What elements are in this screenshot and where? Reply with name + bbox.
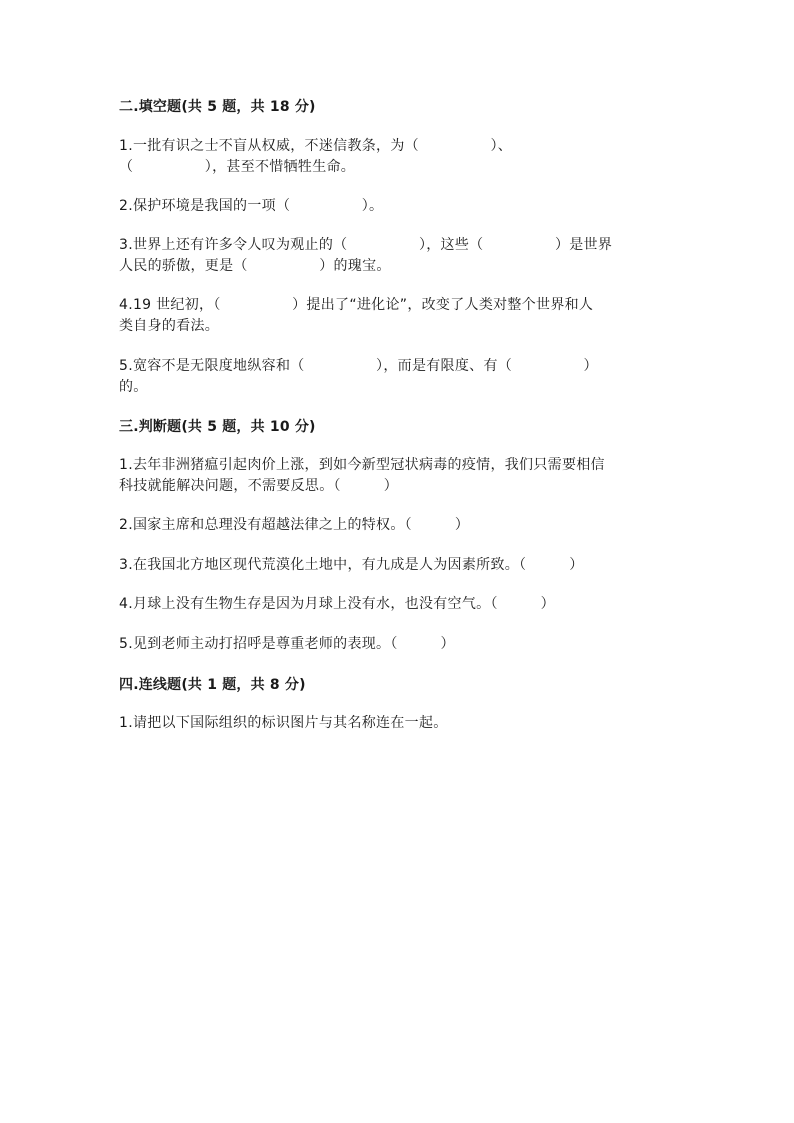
true-false-question-3 xyxy=(119,555,667,576)
fill-blank-question-2 xyxy=(119,196,667,217)
question-line: 5.宽容不是无限度地纵容和（ ），而是有限度、有（ ） xyxy=(119,358,598,374)
question-line: 4.月球上没有生物生存是因为月球上没有水，也没有空气。（ ） xyxy=(119,596,555,612)
question-line: 2.保护环境是我国的一项（ ）。 xyxy=(119,198,384,214)
question-line: 的。 xyxy=(119,379,148,395)
section-heading-true-false: 三.判断题(共 5 题，共 10 分) xyxy=(119,419,316,435)
question-line: 3.世界上还有许多令人叹为观止的（ ），这些（ ）是世界 xyxy=(119,237,613,253)
section-heading-fill-blank: 二.填空题(共 5 题，共 18 分) xyxy=(119,99,316,115)
question-line: 3.在我国北方地区现代荒漠化土地中，有九成是人为因素所致。（ ） xyxy=(119,557,584,573)
question-line: 2.国家主席和总理没有超越法律之上的特权。（ ） xyxy=(119,517,470,533)
question-line: 1.去年非洲猪瘟引起肉价上涨，到如今新型冠状病毒的疫情，我们只需要相信 xyxy=(119,457,605,473)
question-line: 5.见到老师主动打招呼是尊重老师的表现。（ ） xyxy=(119,636,455,652)
matching-question-1 xyxy=(119,713,667,734)
question-line: （ ），甚至不惜牺牲生命。 xyxy=(119,159,356,175)
question-line: 1.一批有识之士不盲从权威，不迷信教条，为（ ）、 xyxy=(119,138,513,154)
fill-blank-question-1 xyxy=(119,136,667,178)
fill-blank-question-3 xyxy=(119,235,667,277)
true-false-question-4 xyxy=(119,594,667,615)
true-false-question-5 xyxy=(119,634,667,655)
question-line: 4.19 世纪初，（ ）提出了“进化论”，改变了人类对整个世界和人 xyxy=(119,297,594,313)
question-line: 科技就能解决问题，不需要反思。（ ） xyxy=(119,478,398,494)
section-heading-matching: 四.连线题(共 1 题，共 8 分) xyxy=(119,677,306,693)
question-line: 人民的骄傲，更是（ ）的瑰宝。 xyxy=(119,258,391,274)
question-line: 1.请把以下国际组织的标识图片与其名称连在一起。 xyxy=(119,715,448,731)
true-false-question-1 xyxy=(119,455,667,497)
fill-blank-question-5 xyxy=(119,356,667,398)
question-line: 类自身的看法。 xyxy=(119,318,220,334)
fill-blank-question-4 xyxy=(119,295,667,337)
true-false-question-2 xyxy=(119,515,667,536)
